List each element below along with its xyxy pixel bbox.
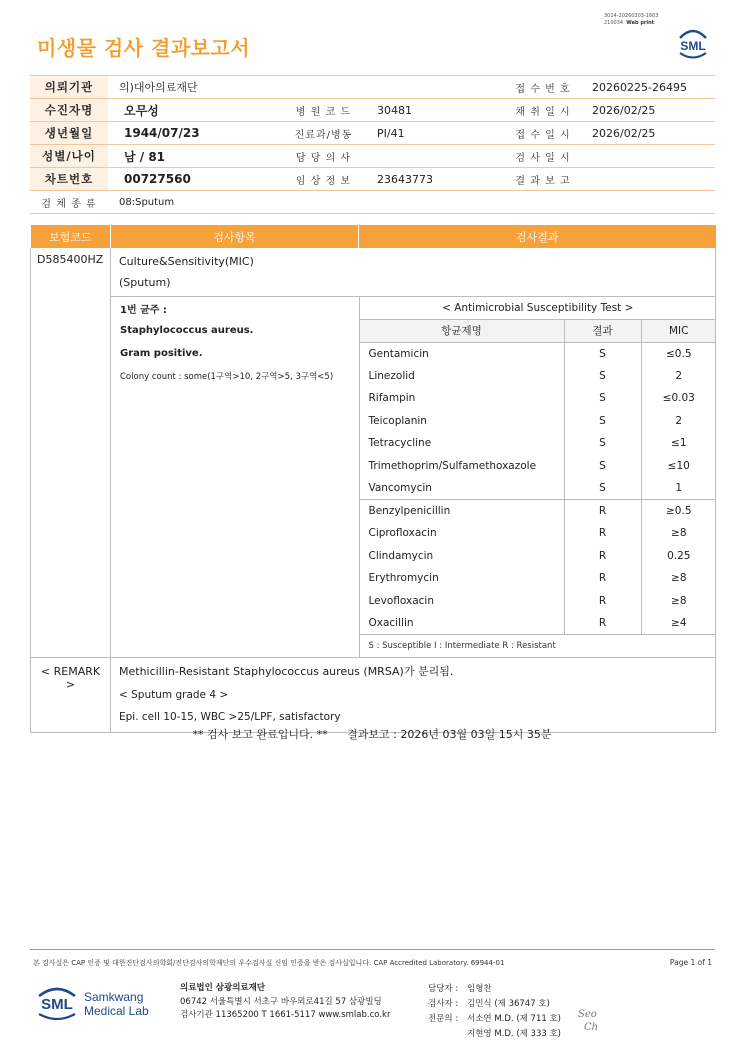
drug-sir: S — [564, 342, 641, 365]
drug-name: Trimethoprim/Sulfamethoxazole — [359, 455, 564, 478]
organism-blank — [111, 500, 359, 523]
ast-row — [111, 612, 716, 635]
sex-age-label: 성별/나이 — [30, 145, 108, 168]
drug-mic: ≥8 — [641, 522, 716, 545]
chart-no-value: 00727560 — [108, 168, 281, 191]
ast-row — [111, 545, 716, 568]
drug-sir: S — [564, 455, 641, 478]
staff-name: 지현영 M.D. (제 333 호) — [467, 1029, 562, 1039]
ast-row — [111, 477, 716, 500]
drug-sir: R — [564, 590, 641, 613]
test-item-name: Culture&Sensitivity(MIC) — [119, 255, 254, 268]
drug-mic: 0.25 — [641, 545, 716, 568]
remark-line2: < Sputum grade 4 > — [119, 688, 229, 701]
ast-row — [111, 522, 716, 545]
page-number: Page 1 of 1 — [669, 958, 712, 967]
remark-label: < REMARK > — [31, 658, 111, 733]
hospital-code-value: 30481 — [366, 99, 505, 122]
requester-value: 의)대아의료재단 — [108, 76, 505, 99]
organism-line4: Colony count : some(1구역>10, 2구역>5, 3구역<5) — [120, 371, 334, 382]
organism-blank — [111, 477, 359, 500]
doctor-label: 담 당 의 사 — [281, 145, 366, 168]
drug-name: Rifampin — [359, 387, 564, 410]
col-insurance-code: 보험코드 — [31, 225, 111, 248]
drug-mic: 2 — [641, 410, 716, 433]
remark-line3: Epi. cell 10-15, WBC >25/LPF, satisfactory — [119, 711, 341, 723]
receipt-no-value: 20260225-26495 — [581, 76, 715, 99]
drug-sir: R — [564, 612, 641, 635]
drug-mic: ≤0.5 — [641, 342, 716, 365]
drug-name: Erythromycin — [359, 567, 564, 590]
document-code-line2: 210034 — [604, 20, 624, 26]
drug-sir: S — [564, 477, 641, 500]
clinical-info-label: 임 상 정 보 — [281, 168, 366, 191]
patient-name-value: 오무성 — [108, 99, 281, 122]
drug-sir: R — [564, 567, 641, 590]
drug-mic: ≤1 — [641, 432, 716, 455]
ast-table — [111, 297, 716, 657]
drug-sir: S — [564, 410, 641, 433]
organism-blank — [111, 455, 359, 478]
report-time: 결과보고 : 2026년 03월 03일 15시 35분 — [347, 728, 552, 741]
organism-blank — [111, 567, 359, 590]
organism-blank — [111, 410, 359, 433]
doctor-value — [366, 145, 505, 168]
staff-role — [428, 1027, 467, 1042]
samkwang-logo-icon — [36, 980, 156, 1026]
signature — [578, 1008, 598, 1034]
drug-name: Tetracycline — [359, 432, 564, 455]
lab-info — [180, 982, 390, 1023]
ast-row — [111, 387, 716, 410]
organism-line2: Staphylococcus aureus. — [111, 320, 359, 343]
drug-mic: 2 — [641, 365, 716, 388]
drug-name: Vancomycin — [359, 477, 564, 500]
dept-label: 진료과/병동 — [281, 122, 366, 145]
ast-row — [111, 432, 716, 455]
accreditation-note: 본 검사실은 CAP 인증 및 대한진단검사의학회/진단검사의학재단의 우수검사실 신임 인증을 받은 검사실입니다. CAP Accredited Laboratory. 69944-01 — [33, 959, 505, 967]
lab-name: 의료법인 삼광의료재단 — [180, 983, 266, 993]
drug-sir: R — [564, 545, 641, 568]
drug-mic: 1 — [641, 477, 716, 500]
collect-date-value: 2026/02/25 — [581, 99, 715, 122]
footer-divider — [30, 949, 715, 950]
drug-sir: S — [564, 365, 641, 388]
organism-line1: 1번 균주 : — [120, 304, 167, 316]
drug-name: Linezolid — [359, 365, 564, 388]
drug-name: Benzylpenicillin — [359, 500, 564, 523]
ast-row — [111, 567, 716, 590]
collect-date-label: 채 취 일 시 — [505, 99, 581, 122]
specimen-label: 검 체 종 류 — [30, 191, 108, 214]
test-date-value — [581, 145, 715, 168]
document-code-line1: 3014-20260303-1603 — [604, 13, 659, 19]
lab-address: 06742 서울특별시 서초구 바우뫼로41길 57 삼광빌딩 — [180, 996, 382, 1007]
drug-sir: S — [564, 432, 641, 455]
insurance-code: D585400HZ — [31, 248, 111, 658]
drug-sir: S — [564, 387, 641, 410]
web-print-label: Web print — [626, 20, 655, 26]
organism-blank — [111, 522, 359, 545]
drug-mic: ≤10 — [641, 455, 716, 478]
patient-name-label: 수진자명 — [30, 99, 108, 122]
receipt-date-label: 접 수 일 시 — [505, 122, 581, 145]
ast-row — [111, 410, 716, 433]
birth-date-value: 1944/07/23 — [108, 122, 281, 145]
logo-bottom-line1: Samkwang — [84, 990, 144, 1004]
sex-age-value: 남 / 81 — [108, 145, 281, 168]
col-test-result: 검사결과 — [359, 225, 716, 248]
drug-name: Clindamycin — [359, 545, 564, 568]
test-item — [111, 248, 716, 297]
sml-logo-icon — [674, 26, 712, 60]
ast-row — [111, 342, 716, 365]
logo-top-text: SML — [680, 39, 706, 53]
drug-name: Gentamicin — [359, 342, 564, 365]
staff-list — [428, 982, 561, 1042]
drug-mic: ≥8 — [641, 567, 716, 590]
drug-sir: R — [564, 522, 641, 545]
organism-blank — [111, 612, 359, 635]
hospital-code-label: 병 원 코 드 — [281, 99, 366, 122]
organism-blank — [111, 545, 359, 568]
signature-2: Ch — [584, 1022, 599, 1033]
receipt-date-value: 2026/02/25 — [581, 122, 715, 145]
remark-line1: Methicillin-Resistant Staphylococcus aureus (MRSA)가 분리됨. — [119, 665, 454, 678]
ast-legend: S : Susceptible I : Intermediate R : Resistant — [359, 635, 716, 658]
organism-blank — [111, 590, 359, 613]
organism-blank — [111, 635, 359, 658]
specimen-value: 08:Sputum — [108, 191, 715, 214]
drug-mic: ≥8 — [641, 590, 716, 613]
logo-bottom-line2: Medical Lab — [84, 1004, 149, 1018]
staff-name: 임형찬 — [467, 984, 492, 994]
ast-row — [111, 500, 716, 523]
report-label: 결 과 보 고 — [505, 168, 581, 191]
drug-mic: ≥4 — [641, 612, 716, 635]
organism-line3: Gram positive. — [120, 347, 203, 359]
staff-role: 담당자 : — [428, 984, 459, 994]
ast-row — [111, 590, 716, 613]
document-code — [604, 13, 659, 27]
test-date-label: 검 사 일 시 — [505, 145, 581, 168]
ast-title: < Antimicrobial Susceptibility Test > — [359, 297, 716, 320]
drug-name: Teicoplanin — [359, 410, 564, 433]
ast-row — [111, 365, 716, 388]
organism-blank — [111, 432, 359, 455]
patient-info-table — [30, 75, 715, 214]
dept-value: PI/41 — [366, 122, 505, 145]
drug-mic: ≤0.03 — [641, 387, 716, 410]
remark — [111, 658, 716, 733]
page-title: 미생물 검사 결과보고서 — [37, 36, 251, 60]
test-item-specimen: (Sputum) — [119, 276, 171, 289]
drug-name: Ciprofloxacin — [359, 522, 564, 545]
completion-message: ** 검사 보고 완료입니다. ** — [192, 728, 328, 741]
chart-no-label: 차트번호 — [30, 168, 108, 191]
organism-blank — [111, 387, 359, 410]
clinical-info-value: 23643773 — [366, 168, 505, 191]
requester-label: 의뢰기관 — [30, 76, 108, 99]
lab-contact: 검사기관 11365200 T 1661-5117 www.smlab.co.kr — [180, 1010, 391, 1020]
col-test-item: 검사항목 — [111, 225, 359, 248]
completion-line — [0, 726, 744, 742]
ast-row — [111, 455, 716, 478]
report-value — [581, 168, 715, 191]
col-drug-name: 항균제명 — [359, 320, 564, 343]
receipt-no-label: 접 수 번 호 — [505, 76, 581, 99]
drug-name: Levofloxacin — [359, 590, 564, 613]
drug-sir: R — [564, 500, 641, 523]
col-mic: MIC — [641, 320, 716, 343]
logo-bottom-sml: SML — [41, 996, 73, 1013]
signature-1: Seo — [578, 1009, 597, 1020]
birth-date-label: 생년월일 — [30, 122, 108, 145]
drug-mic: ≥0.5 — [641, 500, 716, 523]
results-table — [30, 225, 716, 733]
staff-name: 서소연 M.D. (제 711 호) — [467, 1014, 562, 1024]
staff-role: 검사자 : — [428, 999, 459, 1009]
staff-role: 전문의 : — [428, 1014, 459, 1024]
drug-name: Oxacillin — [359, 612, 564, 635]
col-sir: 결과 — [564, 320, 641, 343]
staff-name: 김민식 (제 36747 호) — [467, 999, 550, 1009]
